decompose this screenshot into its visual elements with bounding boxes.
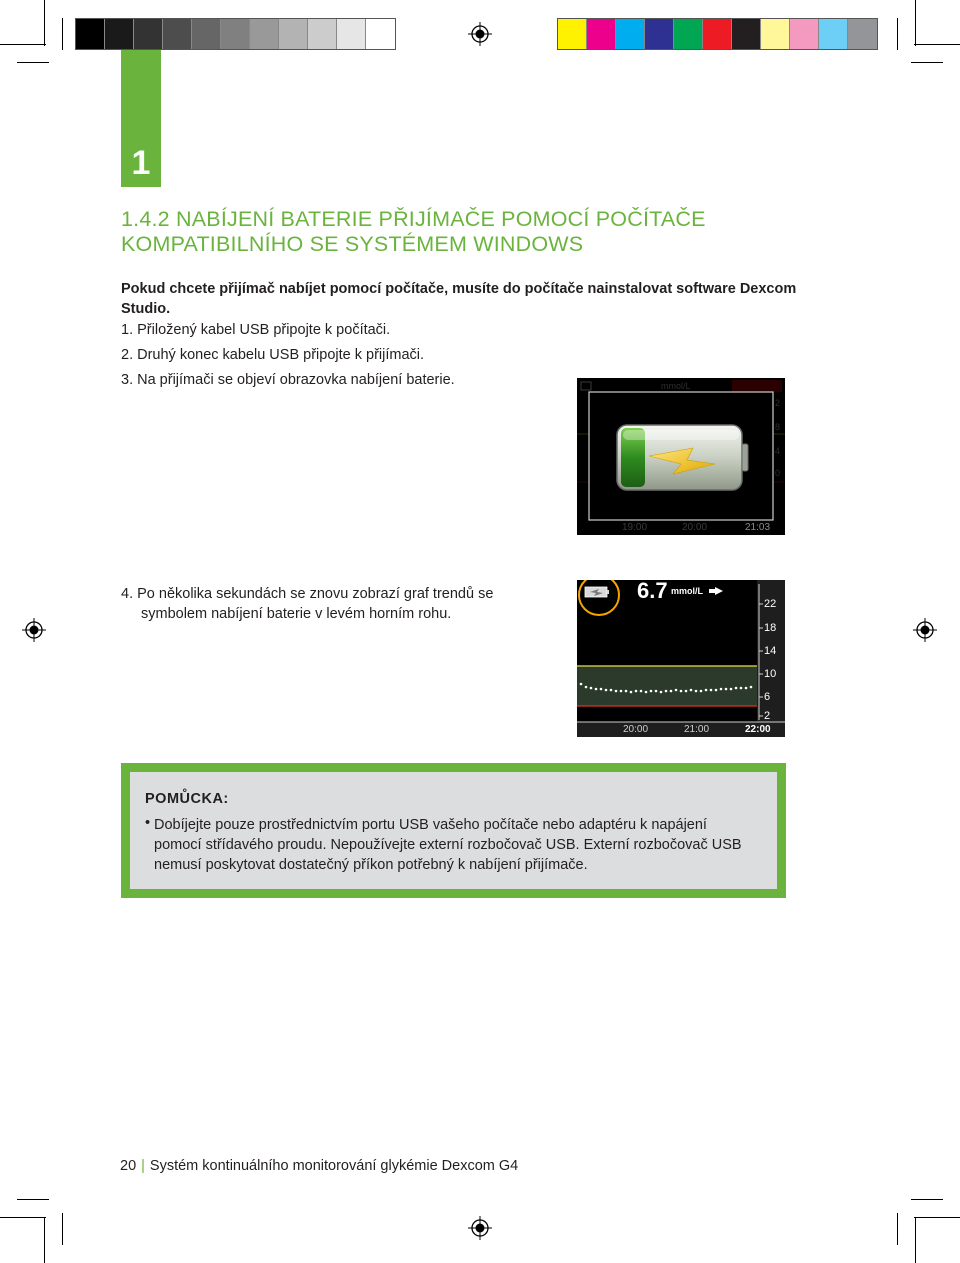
color-swatch [616, 19, 645, 49]
color-swatch [674, 19, 703, 49]
crop-mark [897, 18, 898, 50]
scale-label: 18 [764, 622, 777, 634]
glucose-unit: mmol/L [671, 586, 704, 596]
color-swatch [76, 19, 105, 49]
glucose-reading: 6.7 [637, 580, 668, 603]
color-swatch [221, 19, 250, 49]
crop-mark [17, 62, 49, 63]
scale-label: 0 [775, 468, 781, 478]
scale-label: 4 [775, 446, 781, 456]
tip-heading: POMŮCKA: [145, 791, 229, 807]
tip-bullet: • [145, 815, 151, 831]
color-swatch [366, 19, 395, 49]
crop-mark [914, 1217, 960, 1218]
scale-label: 10 [764, 668, 777, 680]
step-2: 2. Druhý konec kabelu USB připojte k přijímači. [121, 347, 425, 363]
crop-mark [44, 0, 45, 46]
crop-mark [0, 1217, 46, 1218]
section-title-line2: KOMPATIBILNÍHO SE SYSTÉMEM WINDOWS [121, 232, 584, 256]
unit-label: mmol/L [661, 381, 691, 391]
chapter-number: 1 [131, 144, 151, 182]
trend-graph [577, 580, 785, 737]
color-swatch [337, 19, 366, 49]
crop-mark [915, 1217, 916, 1263]
battery-charging-screen [577, 378, 785, 535]
time-label: 21:00 [684, 724, 710, 735]
trend-time-label: 21:03 [745, 522, 771, 533]
crop-mark [915, 0, 916, 46]
chapter-tab [121, 50, 161, 187]
battery-charging-graphic [577, 378, 785, 535]
color-swatch [558, 19, 587, 49]
section-title [121, 207, 771, 257]
scale-label: 2 [764, 710, 771, 722]
color-swatch [308, 19, 337, 49]
step-1: 1. Přiložený kabel USB připojte k počítači. [121, 322, 391, 338]
color-swatch [279, 19, 308, 49]
color-swatch [192, 19, 221, 49]
registration-mark-icon [913, 618, 937, 642]
color-swatch [761, 19, 790, 49]
trend-graph-screen [577, 580, 785, 737]
color-swatch [587, 19, 616, 49]
step-4-line2: symbolem nabíjení baterie v levém horním rohu. [141, 606, 452, 622]
color-swatch [732, 19, 761, 49]
section-number: 1.4.2 [121, 207, 170, 231]
tip-box-inner [130, 772, 777, 889]
tip-text: Dobíjejte pouze prostřednictvím portu USB vašeho počítače nebo adaptéru k napájení pomocí střídavého proudu. Nepoužívejte externí rozbočovač USB. Externí rozbočovač USB nemusí poskytovat dostatečný příkon potřebný k nabíjení přijímače. [154, 817, 742, 873]
crop-mark [911, 62, 943, 63]
color-calibration-bar [557, 18, 878, 50]
intro-paragraph: Pokud chcete přijímač nabíjet pomocí počítače, musíte do počítače nainstalovat software Dexcom Studio. [121, 281, 797, 317]
time-label: 20:00 [623, 724, 649, 735]
color-swatch [819, 19, 848, 49]
scale-label: 22 [764, 598, 777, 610]
registration-mark-icon [22, 618, 46, 642]
trend-time-label: 20:00 [682, 522, 708, 533]
tip-box [121, 763, 786, 898]
color-swatch [703, 19, 732, 49]
crop-mark [897, 1213, 898, 1245]
color-swatch [645, 19, 674, 49]
footer-title: Systém kontinuálního monitorování glykémie Dexcom G4 [149, 1158, 519, 1174]
crop-mark [62, 18, 63, 50]
scale-label: 2 [775, 398, 781, 408]
trend-time-label: 19:00 [622, 522, 648, 533]
page-number: 20 [120, 1158, 137, 1174]
registration-mark-icon [468, 1216, 492, 1240]
page-footer [120, 1158, 518, 1174]
scale-label: 14 [764, 645, 777, 657]
registration-mark-icon [468, 22, 492, 46]
crop-mark [62, 1213, 63, 1245]
color-swatch [134, 19, 163, 49]
color-swatch [163, 19, 192, 49]
crop-mark [914, 44, 960, 45]
crop-mark [911, 1199, 943, 1200]
crop-mark [17, 1199, 49, 1200]
color-swatch [250, 19, 279, 49]
step-4-line1: 4. Po několika sekundách se znovu zobrazí graf trendů se [121, 586, 494, 602]
section-title-line1: NABÍJENÍ BATERIE PŘIJÍMAČE POMOCÍ POČÍTAČE [176, 207, 706, 231]
footer-separator: | [141, 1158, 145, 1174]
color-swatch [105, 19, 134, 49]
scale-label: 8 [775, 422, 781, 432]
color-swatch [848, 19, 877, 49]
scale-label: 6 [764, 691, 771, 703]
time-label-current: 22:00 [745, 724, 771, 735]
gray-calibration-bar [75, 18, 396, 50]
step-3: 3. Na přijímači se objeví obrazovka nabíjení baterie. [121, 372, 455, 388]
crop-mark [0, 44, 46, 45]
crop-mark [44, 1217, 45, 1263]
color-swatch [790, 19, 819, 49]
